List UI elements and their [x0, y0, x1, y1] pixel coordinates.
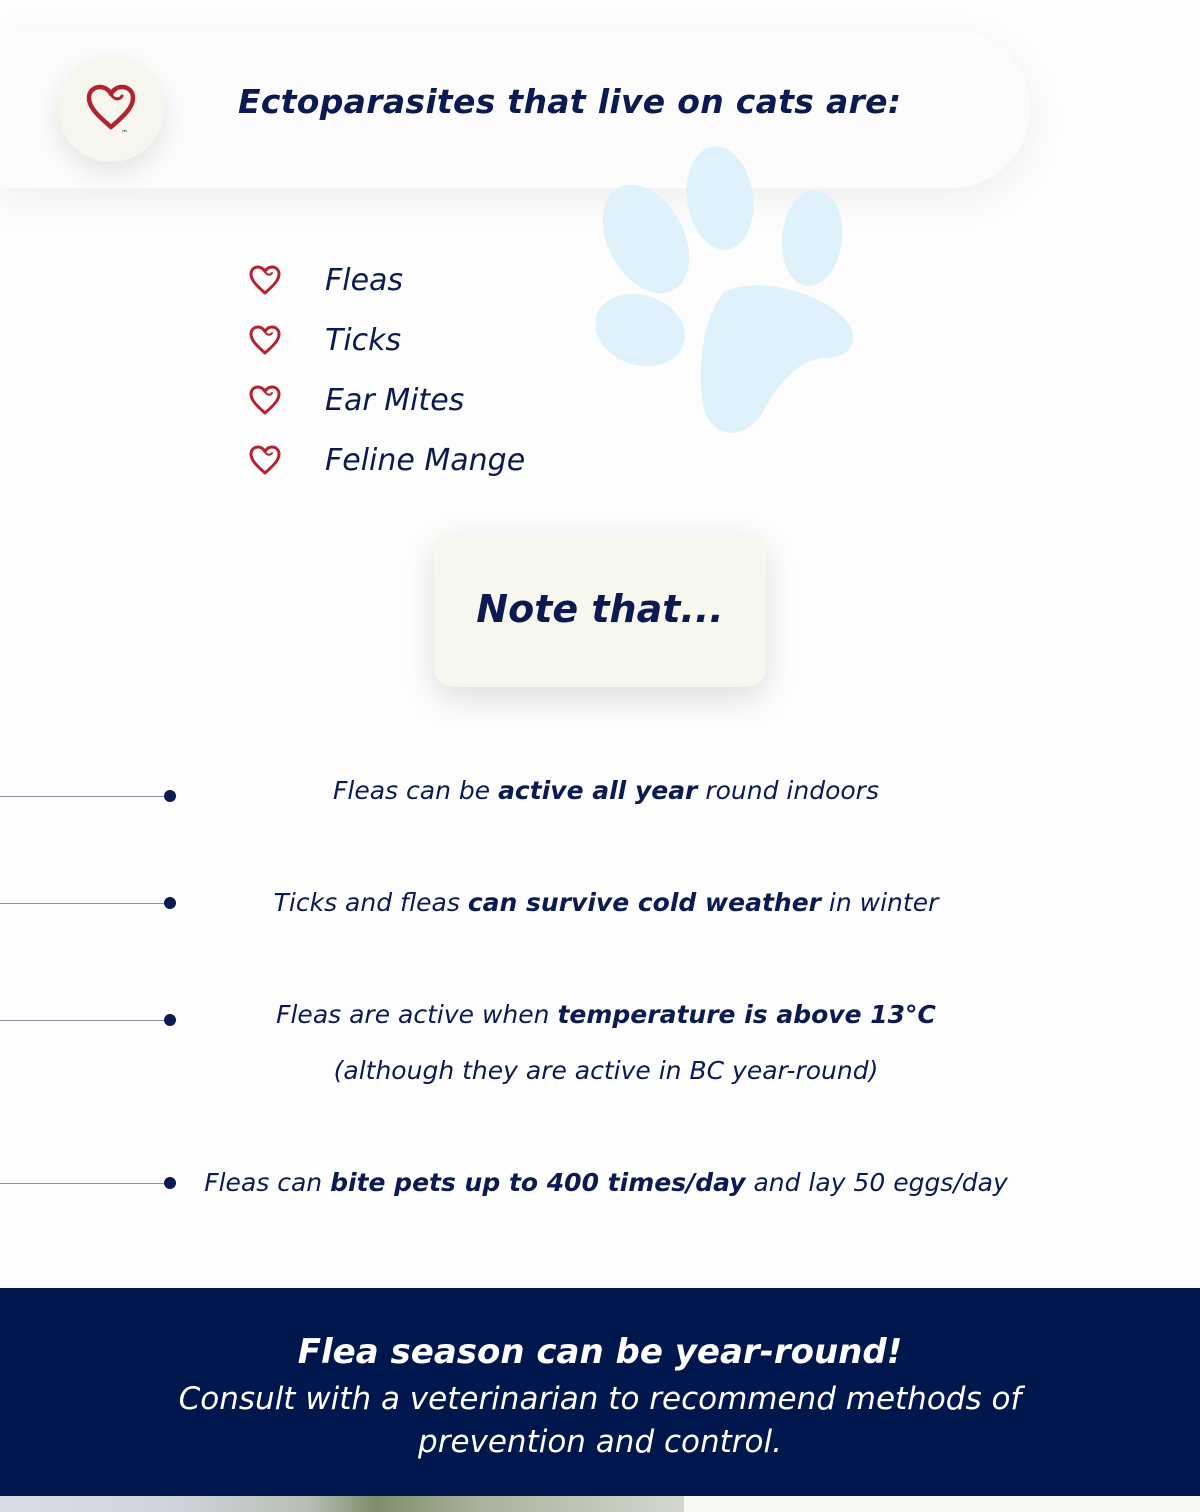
photo-strip-panel [684, 1496, 1200, 1512]
fact-text-pre: Ticks and fleas [273, 888, 468, 917]
footer-banner [0, 1288, 1200, 1496]
fact-bullet-dot [164, 1014, 176, 1026]
heart-bullet-icon [248, 263, 282, 297]
ectoparasite-list [248, 250, 525, 490]
fact-connector-line [0, 1020, 168, 1021]
paw-print-icon [596, 144, 856, 436]
heart-tm-icon [83, 81, 139, 137]
footer-title: Flea season can be year-round! [297, 1332, 903, 1372]
list-item [248, 250, 525, 310]
footer-text: Consult with a veterinarian to recommend methods of prevention and control. [178, 1381, 1022, 1460]
heart-bullet-icon [248, 443, 282, 477]
fact-item [176, 776, 1036, 805]
fact-item [176, 888, 1036, 917]
fact-text-bold: active all year [498, 776, 698, 805]
fact-text-bold: bite pets up to 400 times/day [330, 1168, 746, 1197]
fact-text-post: round indoors [697, 776, 879, 805]
ectoparasite-label: Fleas [325, 262, 404, 298]
list-item [248, 310, 525, 370]
fact-bullet-dot [164, 1177, 176, 1189]
fact-text-pre: Fleas can be [333, 776, 499, 805]
fact-connector-line [0, 1183, 168, 1184]
fact-bullet-dot [164, 790, 176, 802]
fact-item [176, 1168, 1036, 1197]
note-title: Note that... [476, 587, 724, 631]
logo-tm-mark: ™ [121, 129, 128, 137]
logo-badge [58, 56, 164, 162]
ectoparasite-label: Ear Mites [325, 382, 465, 418]
heart-bullet-icon [248, 383, 282, 417]
fact-text-pre: Fleas can [204, 1168, 331, 1197]
fact-text-post: in winter [820, 888, 939, 917]
fact-text-post: and lay 50 eggs/day [745, 1168, 1008, 1197]
ectoparasite-label: Feline Mange [325, 442, 526, 478]
ectoparasite-label: Ticks [325, 322, 402, 358]
fact-item [176, 1000, 1036, 1029]
fact-connector-line [0, 903, 168, 904]
fact-text-pre: Fleas are active when [276, 1000, 558, 1029]
heart-bullet-icon [248, 323, 282, 357]
fact-bullet-dot [164, 897, 176, 909]
fact-subtext: (although they are active in BC year-round) [333, 1056, 879, 1085]
fact-connector-line [0, 796, 168, 797]
fact-text-bold: temperature is above 13°C [557, 1000, 936, 1029]
list-item [248, 430, 525, 490]
list-item [248, 370, 525, 430]
photo-strip [0, 1496, 684, 1512]
fact-text-bold: can survive cold weather [467, 888, 821, 917]
page-title: Ectoparasites that live on cats are: [238, 82, 902, 121]
note-card [434, 531, 766, 687]
